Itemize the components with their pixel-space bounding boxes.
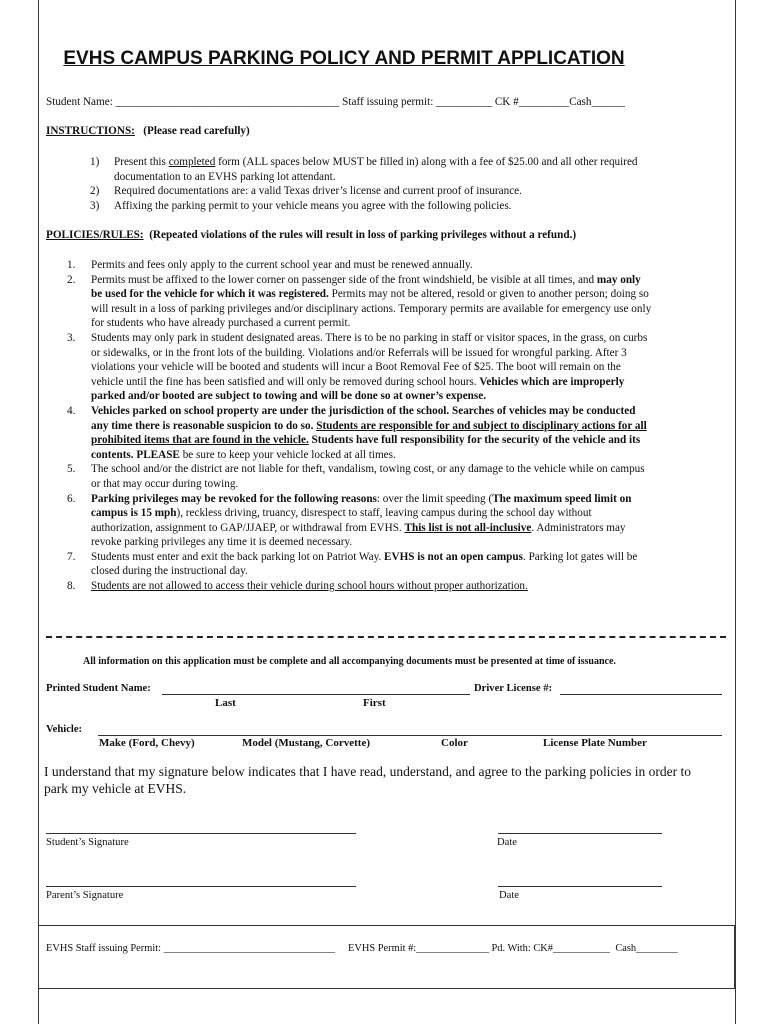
driver-license-label: Driver License #: bbox=[474, 683, 553, 694]
student-signature-label: Student’s Signature bbox=[46, 837, 129, 848]
policy-item: 5. The school and/or the district are not liable for theft, vandalism, towing cost, or any damage to the vehicle while on campus or that may occur during towing. bbox=[67, 463, 645, 490]
instruction-item: 3) Affixing the parking permit to your vehicle means you agree with the following policies. bbox=[90, 199, 512, 212]
office-use-box bbox=[38, 925, 735, 989]
instruction-item: 2) Required documentations are: a valid Texas driver’s license and current proof of insurance. bbox=[90, 185, 522, 198]
policy-item: 3. Students may only park in student designated areas. There is to be no parking in staff or visitor spaces, in the grass, on curbs or sidewalks, or in the front lots of the building. Violations and/or Referrals will be issued for wrongful parking. After 3 violations your vehicle will be booted and students will incur a Boot Removal Fee of $25. The boot will remain on the vehicle until the fine has been satisfied and will only be removed during school hours. Vehicles which are improperly parked and/or booted are subject to towing and will be done so at owner’s expense. bbox=[67, 331, 648, 403]
instruction-item: 1) Present this completed form (ALL spaces below MUST be filled in) along with a fee of $25.00 and all other required documentation to an EVHS parking lot attendant. bbox=[90, 156, 638, 183]
policies-list bbox=[67, 258, 727, 594]
permit-number-field[interactable]: EVHS Permit #:______________ bbox=[348, 943, 489, 954]
model-caption: Model (Mustang, Corvette) bbox=[242, 737, 370, 749]
last-name-caption: Last bbox=[215, 697, 236, 709]
acknowledgement-text: I understand that my signature below indicates that I have read, understand, and agree to the parking policies in order to park my vehicle at EVHS. bbox=[44, 764, 692, 796]
policies-heading-row bbox=[46, 229, 576, 241]
policies-note: (Repeated violations of the rules will result in loss of parking privileges without a refund.) bbox=[149, 229, 577, 241]
student-date-line[interactable] bbox=[498, 833, 662, 834]
policy-item: 7. Students must enter and exit the back parking lot on Patriot Way. EVHS is not an open campus. Parking lot gates will be closed during the instructional day. bbox=[67, 550, 638, 578]
instructions-heading: INSTRUCTIONS: bbox=[46, 125, 135, 137]
vehicle-label: Vehicle: bbox=[46, 724, 83, 735]
instructions-heading-row bbox=[46, 125, 250, 137]
first-name-caption: First bbox=[363, 697, 386, 709]
policy-item: 2. Permits must be affixed to the lower corner on passenger side of the front windshield, be visible at all times, and may only be used for the vehicle for which it was registered. Permits may not be altered, resold or given to another person; doing so will result in a loss of parking privileges and/or disciplinary actions. Temporary permits are available for emergency use only for students who have already purchased a current permit. bbox=[67, 273, 652, 330]
student-signature-line[interactable] bbox=[46, 833, 356, 834]
parent-signature-line[interactable] bbox=[46, 886, 356, 887]
policy-item: 4. Vehicles parked on school property are under the jurisdiction of the school. Searches of vehicles may be conducted any time there is reasonable suspicion to do so. Students are responsible for and subject to disciplinary actions for all prohibited items that are found in the vehicle. Students have full responsibility for the security of the vehicle and its contents. PLEASE be sure to keep your vehicle locked at all times. bbox=[67, 404, 647, 461]
policy-item: 1. Permits and fees only apply to the current school year and must be renewed annually. bbox=[67, 259, 473, 271]
application-notice: All information on this application must be complete and all accompanying documents must be presented at time of issuance. bbox=[83, 656, 616, 667]
policies-heading: POLICIES/RULES: bbox=[46, 229, 144, 241]
instructions-list bbox=[90, 155, 720, 213]
printed-name-label: Printed Student Name: bbox=[46, 683, 151, 694]
color-caption: Color bbox=[441, 737, 468, 749]
document-title: EVHS CAMPUS PARKING POLICY AND PERMIT APPLICATION bbox=[63, 48, 625, 69]
office-use-fields bbox=[46, 943, 678, 954]
plate-caption: License Plate Number bbox=[543, 737, 647, 749]
make-caption: Make (Ford, Chevy) bbox=[99, 737, 195, 749]
paid-check-field[interactable]: Pd. With: CK#___________ bbox=[491, 943, 611, 954]
parent-date-line[interactable] bbox=[498, 886, 662, 887]
driver-license-field[interactable] bbox=[560, 694, 722, 695]
student-date-label: Date bbox=[497, 837, 517, 848]
cut-line-divider bbox=[46, 636, 726, 638]
instructions-note: (Please read carefully) bbox=[143, 125, 250, 137]
cash-field[interactable]: Cash________ bbox=[615, 943, 678, 954]
policy-item: 8. Students are not allowed to access their vehicle during school hours without proper authorization. bbox=[67, 580, 528, 593]
printed-name-field[interactable] bbox=[162, 694, 470, 695]
staff-issuing-field[interactable]: EVHS Staff issuing Permit: _________________________________ bbox=[46, 943, 336, 954]
parent-date-label: Date bbox=[499, 890, 519, 901]
policy-item: 6. Parking privileges may be revoked for the following reasons: over the limit speeding (The maximum speed limit on campus is 15 mph), reckless driving, truancy, disrespect to staff, leaving campus during the school day without authorization, assignment to GAP/JJAEP, or withdrawal from EVHS. This list is not all-inclusive. Administrators may revoke parking privileges any time it is deemed necessary. bbox=[67, 492, 632, 549]
parent-signature-label: Parent’s Signature bbox=[46, 890, 124, 901]
vehicle-field[interactable] bbox=[98, 735, 722, 736]
header-fields-line: Student Name: ________________________________________ Staff issuing permit: __________ CK #_________Cash______ bbox=[46, 96, 626, 108]
